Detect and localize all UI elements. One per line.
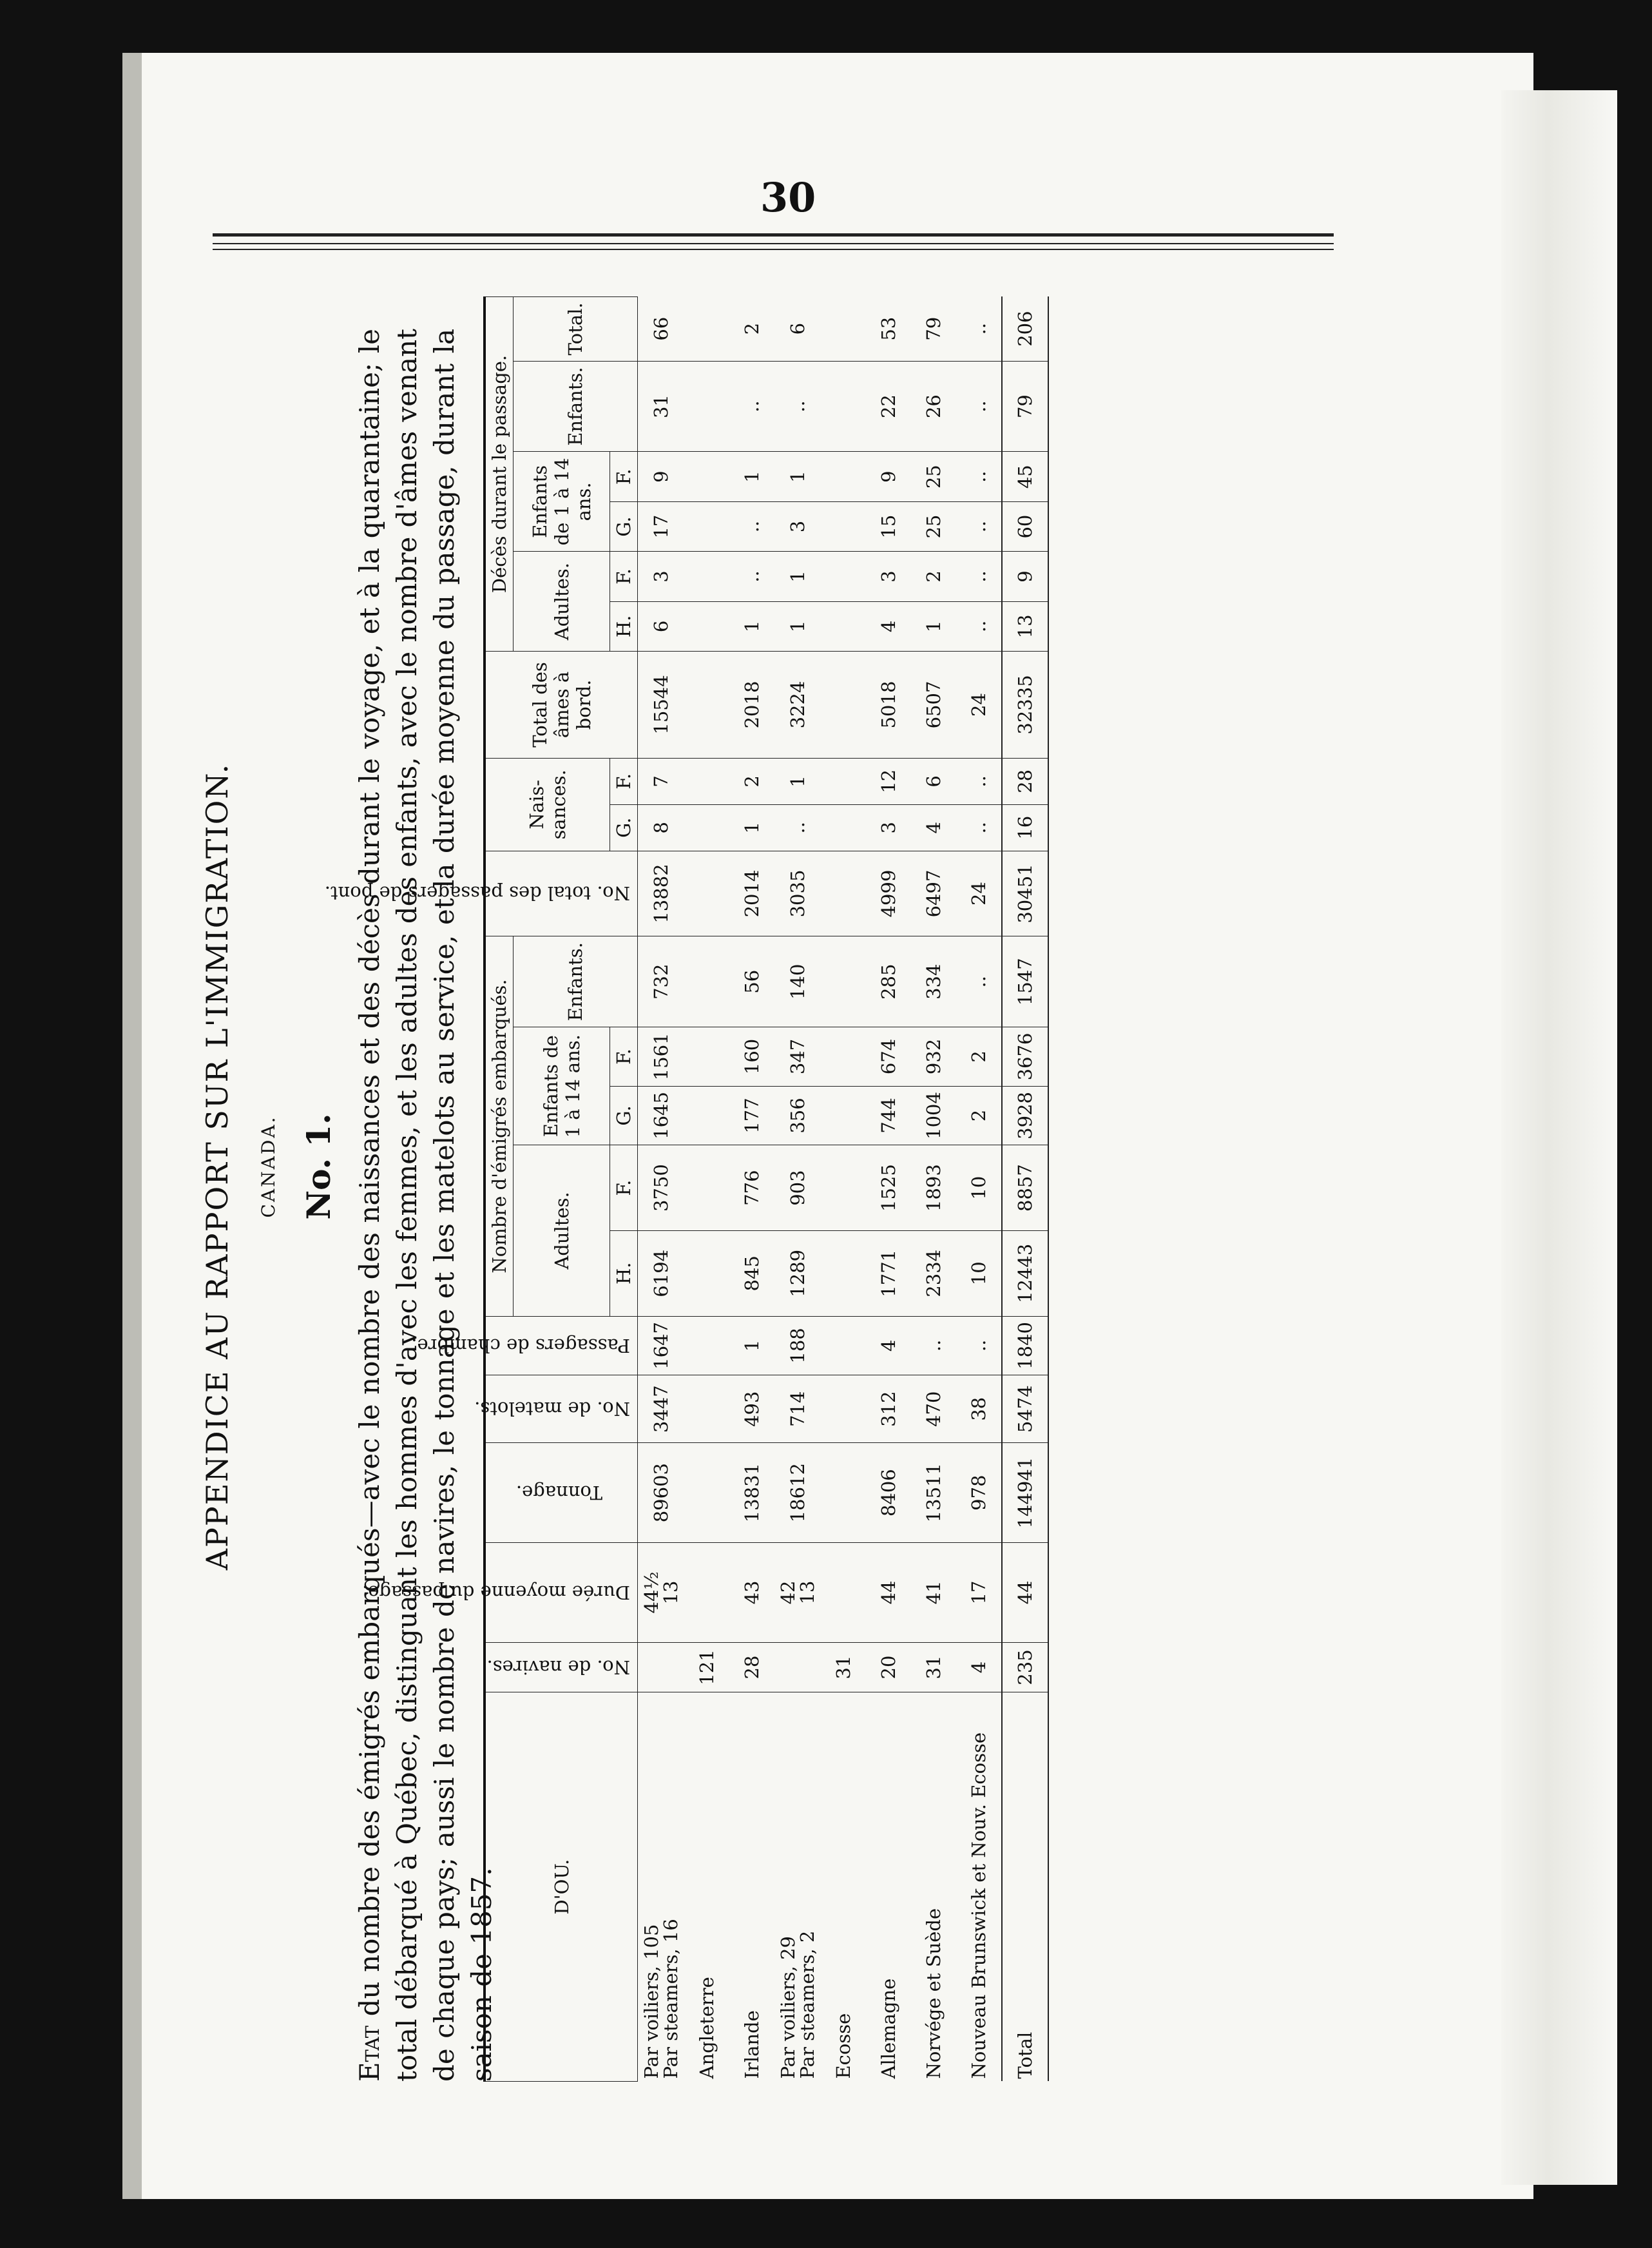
cell-tonnage: 13831 (729, 1443, 774, 1543)
cell-d-adults-f: 1 (774, 552, 821, 601)
header-steerage-label: No. total des passagers de pont. (324, 882, 630, 905)
origin-line: Total (1014, 2031, 1036, 2079)
cell-births-f: 28 (1002, 758, 1048, 804)
origin-line: Ecosse (832, 2013, 854, 2079)
origin-line: Par voiliers, 29 (777, 1936, 799, 2079)
table-row (638, 297, 685, 2082)
origin-line: Allemagne (878, 1978, 899, 2079)
cell-ships: 235 (1002, 1642, 1048, 1692)
cell-infants: 1547 (1002, 936, 1048, 1027)
cell-total-souls: 15544 (638, 652, 685, 759)
caption-text: du nombre des émigrés embarqués—avec le nombre des naissances et des décès durant le voyage, et à la quarantaine; le total débarqué à Québec, distinguant les hommes d'avec les femmes, et les adultes des enfants, avec le nombre d'âmes venant de chaque pays; aussi le nombre de navires, le tonnage et les matelots au service, et la durée moyenne du passage, durant la saison de 1857. (354, 329, 497, 2082)
header-steerage (324, 851, 638, 936)
cell-adults-f: 903 (774, 1145, 821, 1231)
cell-ships: 31 (821, 1642, 866, 1692)
origin-line: Par voiliers, 105 (640, 1924, 662, 2079)
header-deaths-adults-f: F. (610, 552, 638, 601)
cell-sailors: 493 (729, 1375, 774, 1443)
cell-adults-h (821, 1230, 866, 1316)
cell-duration (774, 1543, 821, 1643)
cell-adults-f: 776 (729, 1145, 774, 1231)
cell-d-adults-f: 3 (638, 552, 685, 601)
origin-line: Par steamers, 2 (796, 1930, 818, 2079)
cell-d-adults-f: .. (729, 552, 774, 601)
header-duration (362, 1543, 638, 1643)
duration-line: 42 (777, 1580, 799, 1605)
cell-cabin: 1 (729, 1316, 774, 1375)
cell-ships: 4 (956, 1642, 1002, 1692)
cell-tonnage (821, 1443, 866, 1543)
cell-child-g (684, 1086, 729, 1145)
cell-d-child-g: 3 (774, 501, 821, 551)
cell-adults-h (684, 1230, 729, 1316)
cell-duration (638, 1543, 685, 1643)
cell-duration (1002, 1543, 1048, 1643)
cell-ships (638, 1642, 685, 1692)
header-births-g: G. (610, 804, 638, 851)
cell-d-total: 2 (729, 297, 774, 362)
cell-adults-f: 8857 (1002, 1145, 1048, 1231)
header-rule-thick (213, 233, 1334, 237)
cell-infants (821, 936, 866, 1027)
cell-sailors: 3447 (638, 1375, 685, 1443)
cell-total-souls (684, 652, 729, 759)
cell-d-infants (684, 361, 729, 452)
cell-births-g: 1 (729, 804, 774, 851)
running-head: APPENDICE AU RAPPORT SUR L'IMMIGRATION. (200, 762, 235, 1571)
cell-d-total: 206 (1002, 297, 1048, 362)
header-infants: Enfants. (514, 936, 638, 1027)
row-origin (956, 1692, 1002, 2082)
header-deaths-adults-h: H. (610, 601, 638, 651)
row-origin (911, 1692, 956, 2082)
cell-ships (774, 1642, 821, 1692)
cell-births-f (684, 758, 729, 804)
cell-d-adults-h (821, 601, 866, 651)
cell-d-adults-f (684, 552, 729, 601)
cell-sailors (684, 1375, 729, 1443)
row-origin (638, 1692, 685, 2082)
cell-adults-f: 1893 (911, 1145, 956, 1231)
cell-duration (956, 1543, 1002, 1643)
header-sailors-label: No. de matelots. (474, 1398, 630, 1420)
header-adults-f: F. (610, 1145, 638, 1231)
row-origin (729, 1692, 774, 2082)
cell-adults-h: 10 (956, 1230, 1002, 1316)
cell-d-total (684, 297, 729, 362)
cell-child-f (684, 1027, 729, 1087)
cell-d-infants: .. (774, 361, 821, 452)
cell-steerage: 4999 (866, 851, 911, 936)
cell-ships: 20 (866, 1642, 911, 1692)
cell-steerage: 3035 (774, 851, 821, 936)
cell-d-infants: 22 (866, 361, 911, 452)
cell-cabin: 188 (774, 1316, 821, 1375)
cell-child-g: 1645 (638, 1086, 685, 1145)
cell-sailors: 38 (956, 1375, 1002, 1443)
cell-d-total: 6 (774, 297, 821, 362)
header-rule-thin (213, 243, 1334, 244)
cell-d-adults-h: 1 (774, 601, 821, 651)
origin-line: Nouveau Brunswick et Nouv. Ecosse (968, 1732, 990, 2079)
table-caption (351, 329, 501, 2082)
cell-d-total: 66 (638, 297, 685, 362)
header-duration-label: Durée moyenne du passage. (362, 1581, 630, 1604)
cell-total-souls: 24 (956, 652, 1002, 759)
cell-d-child-g: 15 (866, 501, 911, 551)
cell-tonnage: 13511 (911, 1443, 956, 1543)
cell-infants: 334 (911, 936, 956, 1027)
table-row (774, 297, 821, 2082)
origin-line: Angleterre (696, 1977, 718, 2079)
cell-steerage: 13882 (638, 851, 685, 936)
cell-adults-h: 1289 (774, 1230, 821, 1316)
cell-duration (729, 1543, 774, 1643)
cell-steerage (684, 851, 729, 936)
cell-steerage: 24 (956, 851, 1002, 936)
cell-d-total (821, 297, 866, 362)
cell-child-f: 347 (774, 1027, 821, 1087)
cell-tonnage: 978 (956, 1443, 1002, 1543)
cell-steerage: 2014 (729, 851, 774, 936)
cell-infants: 732 (638, 936, 685, 1027)
cell-cabin: 4 (866, 1316, 911, 1375)
cell-steerage: 30451 (1002, 851, 1048, 936)
cell-total-souls: 5018 (866, 652, 911, 759)
cell-adults-f: 10 (956, 1145, 1002, 1231)
cell-infants (684, 936, 729, 1027)
cell-sailors: 470 (911, 1375, 956, 1443)
cell-duration (911, 1543, 956, 1643)
header-ships-label: No. de navires. (486, 1656, 630, 1679)
cell-d-infants: .. (956, 361, 1002, 452)
cell-duration (684, 1543, 729, 1643)
cell-births-f (821, 758, 866, 804)
header-tonnage-label: Tonnage. (515, 1482, 603, 1504)
cell-births-g: 8 (638, 804, 685, 851)
cell-births-f: .. (956, 758, 1002, 804)
cell-d-child-f: 25 (911, 452, 956, 501)
header-sailors (474, 1375, 638, 1443)
duration-line: 41 (923, 1580, 945, 1605)
origin-line: Irlande (741, 2010, 763, 2079)
cell-d-child-f: 1 (729, 452, 774, 501)
cell-d-infants: 26 (911, 361, 956, 452)
cell-total-souls: 3224 (774, 652, 821, 759)
table-row (729, 297, 774, 2082)
book-binding-edge (1501, 90, 1617, 2185)
header-births-f: F. (610, 758, 638, 804)
row-origin (866, 1692, 911, 2082)
cell-d-child-g: 25 (911, 501, 956, 551)
header-deaths-adults: Adultes. (514, 552, 610, 652)
cell-sailors: 312 (866, 1375, 911, 1443)
cell-tonnage (684, 1443, 729, 1543)
header-cabin (411, 1316, 638, 1375)
cell-d-child-f: 9 (638, 452, 685, 501)
cell-steerage (821, 851, 866, 936)
cell-cabin (684, 1316, 729, 1375)
duration-line: 13 (660, 1580, 682, 1605)
cell-total-souls: 32335 (1002, 652, 1048, 759)
cell-sailors (821, 1375, 866, 1443)
table-row (866, 297, 911, 2082)
duration-line: 44½ (640, 1571, 662, 1614)
cell-duration (866, 1543, 911, 1643)
cell-births-g: 3 (866, 804, 911, 851)
cell-adults-h: 1771 (866, 1230, 911, 1316)
header-cabin-label: Passagers de chambre. (411, 1334, 630, 1357)
cell-child-g: 177 (729, 1086, 774, 1145)
cell-births-f: 1 (774, 758, 821, 804)
cell-d-child-g: 17 (638, 501, 685, 551)
cell-child-f: 160 (729, 1027, 774, 1087)
table-body (638, 297, 1049, 2082)
table-row (821, 297, 866, 2082)
header-deaths-total: Total. (514, 297, 638, 362)
cell-births-f: 7 (638, 758, 685, 804)
cell-infants: .. (956, 936, 1002, 1027)
header-ships (485, 1642, 638, 1692)
cell-d-child-g: .. (729, 501, 774, 551)
cell-d-child-g: 60 (1002, 501, 1048, 551)
cell-total-souls: 6507 (911, 652, 956, 759)
cell-sailors: 714 (774, 1375, 821, 1443)
caption-lead: Etat (354, 2025, 385, 2082)
table-row (684, 297, 729, 2082)
cell-child-f (821, 1027, 866, 1087)
table-number: No. 1. (300, 1113, 338, 1220)
header-deaths-infants: Enfants. (514, 361, 638, 452)
cell-d-adults-h: 6 (638, 601, 685, 651)
duration-line: 13 (796, 1580, 818, 1605)
cell-child-g: 1004 (911, 1086, 956, 1145)
cell-d-child-f (684, 452, 729, 501)
cell-tonnage: 18612 (774, 1443, 821, 1543)
row-origin (774, 1692, 821, 2082)
cell-d-adults-h: 13 (1002, 601, 1048, 651)
country-label: CANADA. (258, 1115, 279, 1218)
cell-cabin: .. (956, 1316, 1002, 1375)
cell-child-f: 1561 (638, 1027, 685, 1087)
cell-d-child-f: 45 (1002, 452, 1048, 501)
page-number: 30 (760, 174, 816, 221)
header-total-souls: Total des âmes à bord. (485, 652, 638, 759)
header-children: Enfants de 1 à 14 ans. (514, 1027, 610, 1145)
cell-d-infants: 31 (638, 361, 685, 452)
header-children-f: F. (610, 1027, 638, 1087)
cell-d-child-g (684, 501, 729, 551)
cell-adults-f: 3750 (638, 1145, 685, 1231)
header-deaths-children: Enfants de 1 à 14 ans. (514, 452, 610, 552)
cell-births-f: 12 (866, 758, 911, 804)
row-origin (821, 1692, 866, 2082)
cell-d-total: .. (956, 297, 1002, 362)
duration-line: 44 (1014, 1580, 1036, 1605)
cell-adults-f (821, 1145, 866, 1231)
cell-child-f: 932 (911, 1027, 956, 1087)
cell-adults-h: 2334 (911, 1230, 956, 1316)
cell-d-infants: 79 (1002, 361, 1048, 452)
cell-adults-h: 12443 (1002, 1230, 1048, 1316)
cell-births-g: .. (774, 804, 821, 851)
cell-child-g: 356 (774, 1086, 821, 1145)
header-deaths-children-g: G. (610, 501, 638, 551)
cell-sailors: 5474 (1002, 1375, 1048, 1443)
cell-steerage: 6497 (911, 851, 956, 936)
cell-d-infants (821, 361, 866, 452)
header-tonnage (485, 1443, 638, 1543)
cell-d-infants: .. (729, 361, 774, 452)
cell-child-g: 3928 (1002, 1086, 1048, 1145)
duration-line: 17 (968, 1580, 990, 1605)
header-origin: D'OU. (485, 1692, 638, 2082)
origin-line: Par steamers, 16 (660, 1919, 682, 2079)
header-embarked: Nombre d'émigrés embarqués. (485, 936, 514, 1316)
cell-births-g: 16 (1002, 804, 1048, 851)
cell-child-g: 2 (956, 1086, 1002, 1145)
cell-cabin (821, 1316, 866, 1375)
cell-adults-f: 1525 (866, 1145, 911, 1231)
cell-tonnage: 144941 (1002, 1443, 1048, 1543)
cell-d-child-f: .. (956, 452, 1002, 501)
cell-cabin: 1647 (638, 1316, 685, 1375)
cell-duration (821, 1543, 866, 1643)
header-births: Nais- sances. (485, 758, 610, 851)
header-children-g: G. (610, 1086, 638, 1145)
row-origin (684, 1692, 729, 2082)
cell-d-total: 53 (866, 297, 911, 362)
cell-total-souls (821, 652, 866, 759)
cell-child-g: 744 (866, 1086, 911, 1145)
rotated-table-block (135, 245, 1398, 2088)
cell-infants: 285 (866, 936, 911, 1027)
cell-cabin: .. (911, 1316, 956, 1375)
cell-ships: 28 (729, 1642, 774, 1692)
cell-cabin: 1840 (1002, 1316, 1048, 1375)
duration-line: 44 (878, 1580, 899, 1605)
cell-child-g (821, 1086, 866, 1145)
cell-d-adults-f: 3 (866, 552, 911, 601)
cell-d-adults-f: 9 (1002, 552, 1048, 601)
cell-infants: 56 (729, 936, 774, 1027)
header-deaths: Décès durant le passage. (485, 297, 514, 652)
cell-births-g: 4 (911, 804, 956, 851)
cell-d-adults-h: 4 (866, 601, 911, 651)
cell-tonnage: 89603 (638, 1443, 685, 1543)
cell-d-child-f: 1 (774, 452, 821, 501)
cell-births-g (821, 804, 866, 851)
header-adults: Adultes. (514, 1145, 610, 1316)
cell-d-child-f: 9 (866, 452, 911, 501)
cell-adults-h: 6194 (638, 1230, 685, 1316)
header-adults-h: H. (610, 1230, 638, 1316)
row-origin (1002, 1692, 1048, 2082)
cell-births-g (684, 804, 729, 851)
cell-total-souls: 2018 (729, 652, 774, 759)
cell-adults-h: 845 (729, 1230, 774, 1316)
cell-d-adults-h: 1 (729, 601, 774, 651)
table-total-row (1002, 297, 1048, 2082)
cell-d-child-f (821, 452, 866, 501)
cell-d-child-g (821, 501, 866, 551)
cell-d-adults-h: .. (956, 601, 1002, 651)
cell-infants: 140 (774, 936, 821, 1027)
header-deaths-children-f: F. (610, 452, 638, 501)
cell-births-g: .. (956, 804, 1002, 851)
cell-d-child-g: .. (956, 501, 1002, 551)
cell-adults-f (684, 1145, 729, 1231)
cell-child-f: 674 (866, 1027, 911, 1087)
cell-births-f: 2 (729, 758, 774, 804)
cell-d-adults-h: 1 (911, 601, 956, 651)
duration-line: 43 (741, 1580, 763, 1605)
cell-d-adults-f: .. (956, 552, 1002, 601)
cell-tonnage: 8406 (866, 1443, 911, 1543)
cell-child-f: 3676 (1002, 1027, 1048, 1087)
cell-ships: 121 (684, 1642, 729, 1692)
cell-d-adults-h (684, 601, 729, 651)
table-row (956, 297, 1002, 2082)
cell-births-f: 6 (911, 758, 956, 804)
table-row (911, 297, 956, 2082)
cell-d-total: 79 (911, 297, 956, 362)
cell-d-adults-f (821, 552, 866, 601)
cell-child-f: 2 (956, 1027, 1002, 1087)
cell-d-adults-f: 2 (911, 552, 956, 601)
origin-line: Norvége et Suède (923, 1908, 945, 2079)
cell-ships: 31 (911, 1642, 956, 1692)
